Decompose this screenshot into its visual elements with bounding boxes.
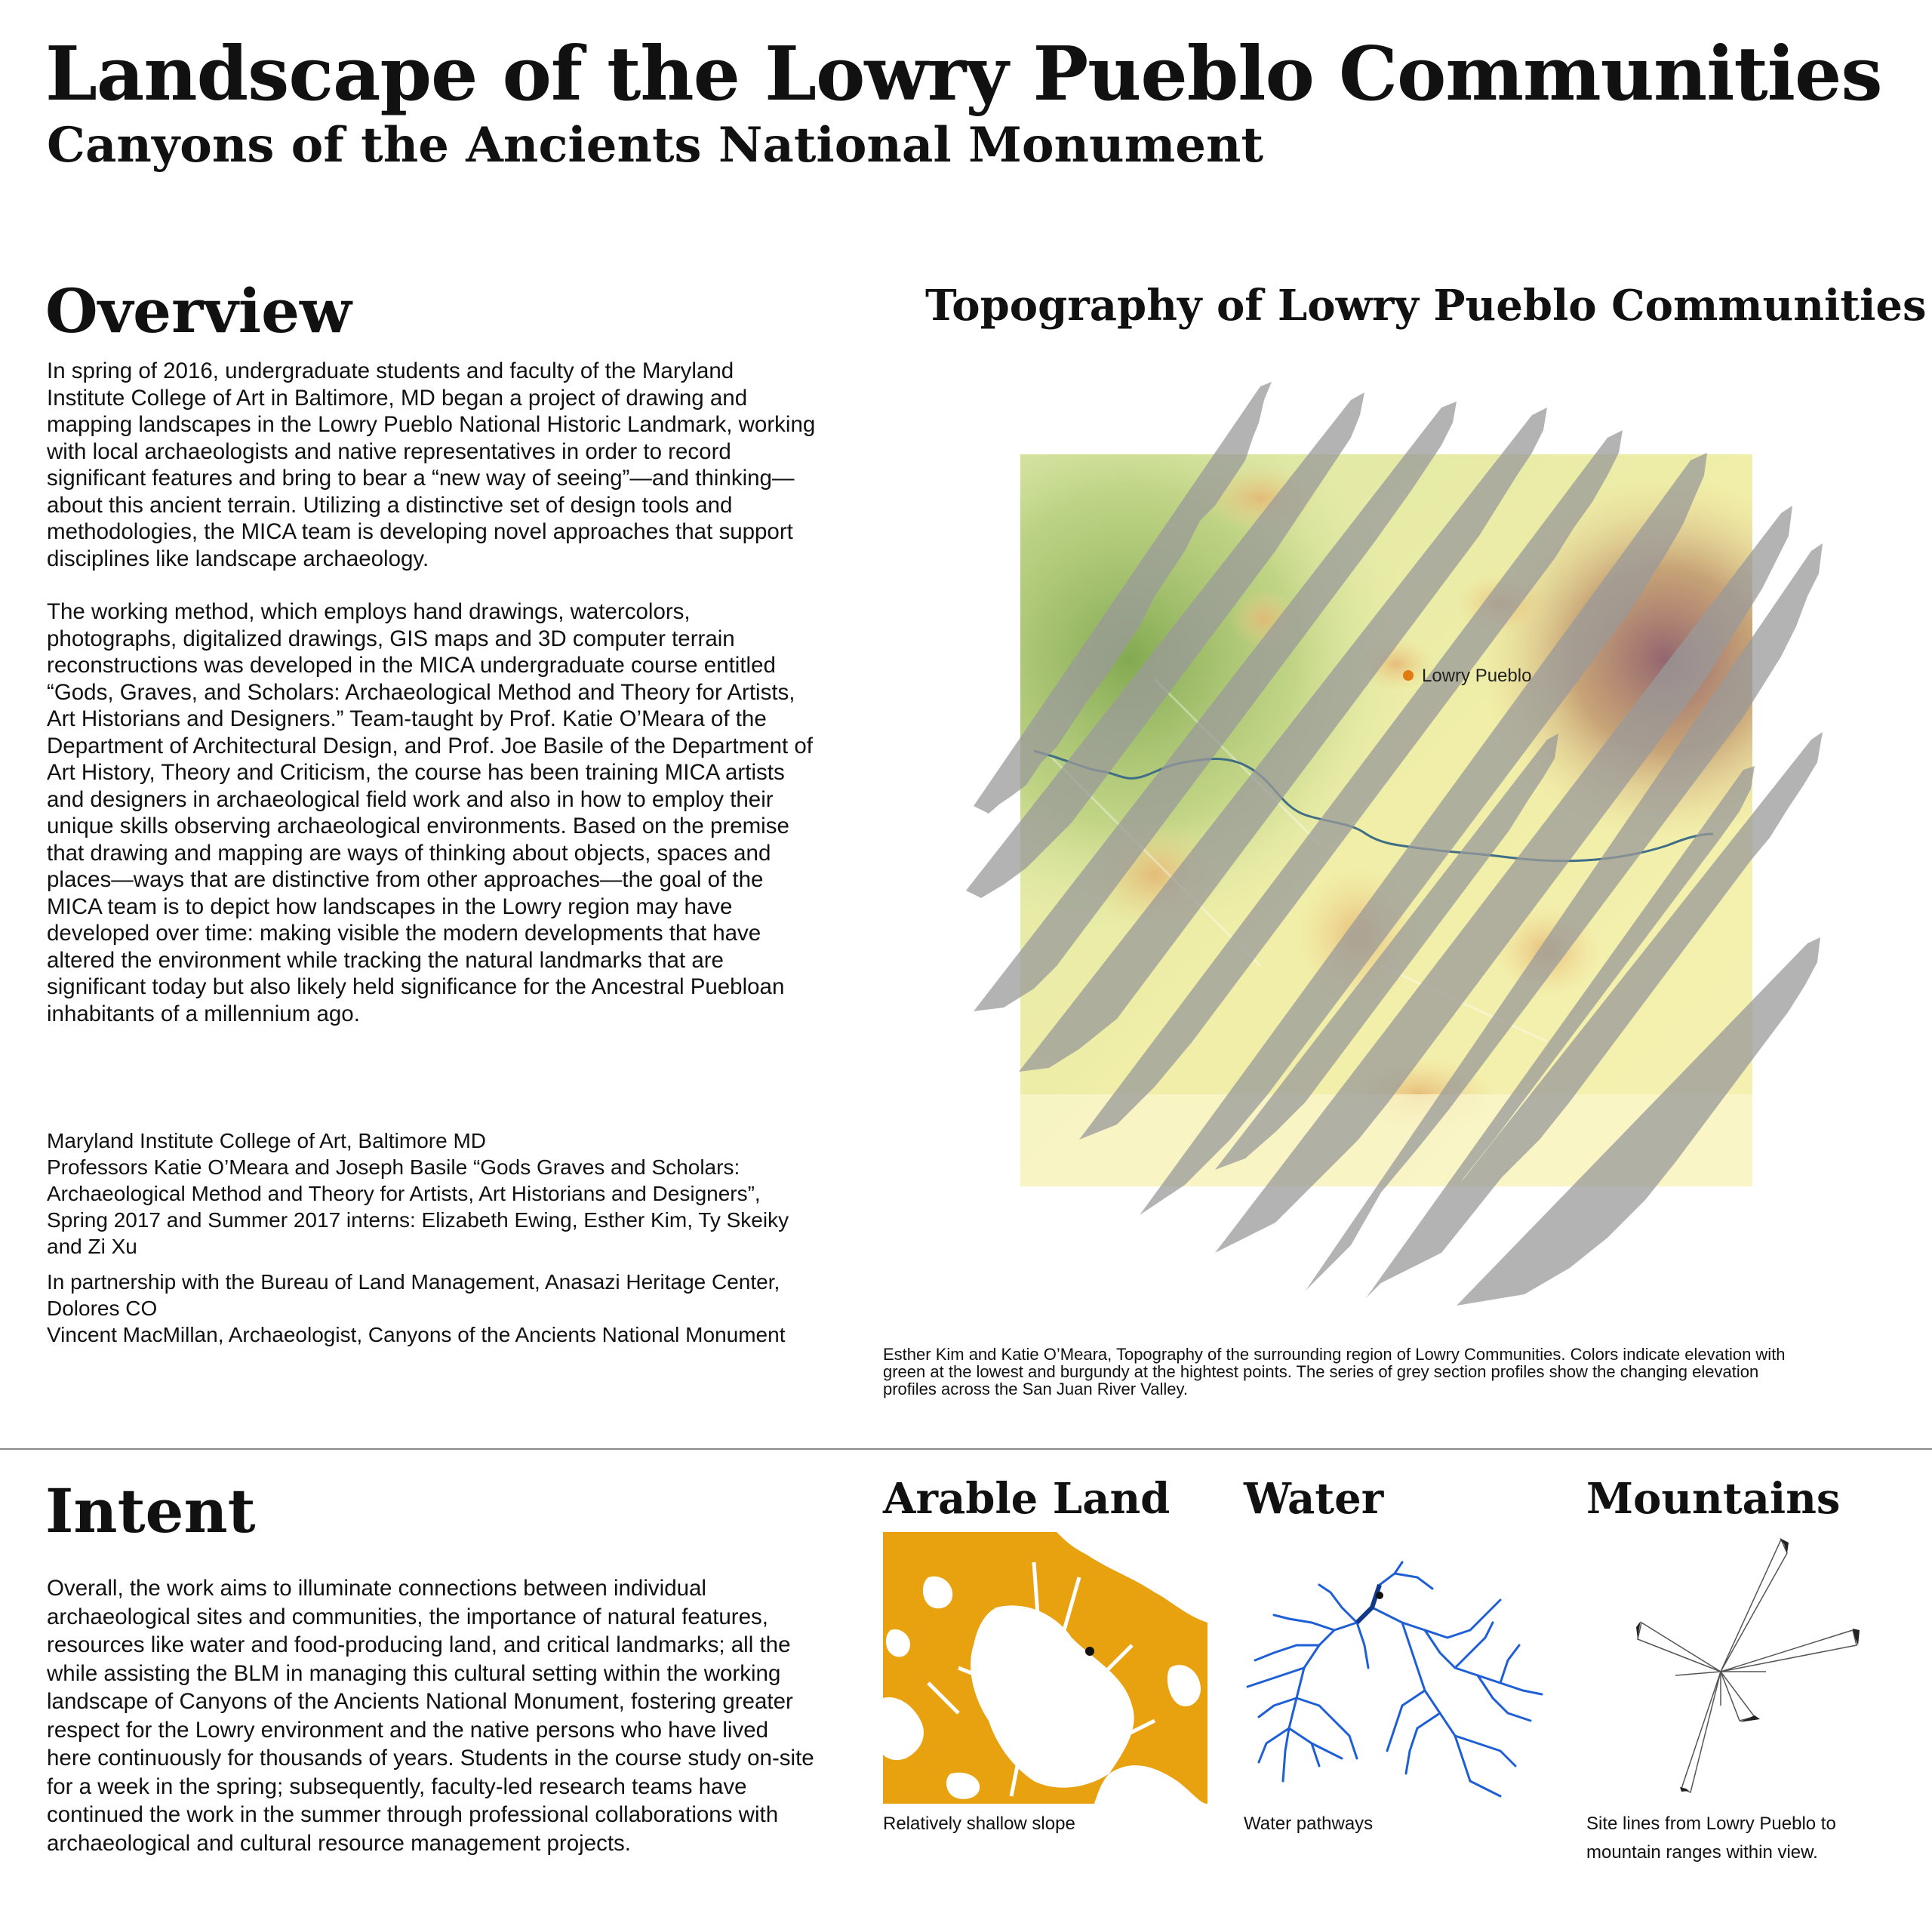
mountains-caption: Site lines from Lowry Pueblo to mountain ranges within view. [1586,1814,1836,1863]
lowry-pueblo-label: Lowry Pueblo [1422,666,1532,686]
water-heading: Water [1244,1474,1384,1524]
credit-archaeologist: Vincent MacMillan, Archaeologist, Canyons of the Ancients National Monument [47,1323,786,1346]
overview-paragraph-1: In spring of 2016, undergraduate students and faculty of the Maryland Institute College of Art in Baltimore, MD began a project of drawing and mapping landscapes in the Lowry Pueblo National Historic Landmark, working with local archaeologists and native representatives in order to record significant features and bring to bear a “new way of seeing”—and thinking—about this ancient terrain. Utilizing a distinctive set of design tools and methodologies, the MICA team is developing novel approaches that support disciplines like landscape archaeology. [47,358,816,571]
mountain-sightlines-diagram [1585,1532,1902,1804]
credit-professors: Professors Katie O’Meara and Joseph Basile “Gods Graves and Scholars: Archaeological Method and Theory for Artists, Art Historians and Designers”, Spring 2017 and Summer 2017 interns: Elizabeth Ewing, Esther Kim, Ty Skeiky and Zi Xu [47,1155,789,1258]
overview-text [47,358,817,1057]
topography-map [928,377,1872,1313]
mountains-heading: Mountains [1586,1474,1841,1524]
water-pathways-map [1244,1555,1546,1804]
credit-partnership: In partnership with the Bureau of Land Management, Anasazi Heritage Center, Dolores CO [47,1270,780,1320]
water-network [1247,1562,1542,1796]
arable-land-map [883,1532,1208,1804]
arable-site-marker [1085,1647,1094,1656]
topography-caption: Esther Kim and Katie O’Meara, Topography of the surrounding region of Lowry Communities. Colors indicate elevation with green at the lowest and burgundy at the hightest points. The series of grey section profiles show the changing elevation profiles across the San Juan River Valley. [883,1345,1786,1398]
arable-caption: Relatively shallow slope [883,1814,1075,1834]
overview-paragraph-2: The working method, which employs hand drawings, watercolors, photographs, digitalized drawings, GIS maps and 3D computer terrain reconstructions was developed in the MICA undergraduate course entitled “Gods, Graves, and Scholars: Archaeological Method and Theory for Artists, Art Historians and Designers.” Team-taught by Prof. Katie O’Meara of the Department of Architectural Design, and Prof. Joe Basile of the Department of Art History, Theory and Criticism, the course has been training MICA artists and designers in archaeological field work and also in how to employ their unique skills observing archaeological environments. Based on the premise that drawing and mapping are ways of thinking about objects, spaces and places—ways that are distinctive from other approaches—the goal of the MICA team is to depict how landscapes in the Lowry region may have developed over time: making visible the modern developments that have altered the environment while tracking the natural landmarks that are significant today but also likely held significance for the Ancestral Puebloan inhabitants of a millennium ago. [47,599,813,1026]
page-subtitle: Canyons of the Ancients National Monument [47,117,1264,174]
lowry-pueblo-marker [1403,670,1414,681]
sightlines [1638,1540,1857,1792]
topography-heading: Topography of Lowry Pueblo Communities [925,281,1927,331]
section-divider [0,1448,1932,1450]
intent-heading: Intent [45,1475,256,1546]
page-title: Landscape of the Lowry Pueblo Communities [45,31,1882,118]
overview-credits [47,1128,794,1348]
arable-heading: Arable Land [883,1474,1171,1524]
mountain-range-marks [1636,1538,1860,1792]
overview-heading: Overview [45,275,352,346]
intent-paragraph: Overall, the work aims to illuminate connections between individual archaeological sites and communities, the importance of natural features, resources like water and food-producing land, and critical landmarks; all the while assisting the BLM in managing this cultural setting within the working landscape of Canyons of the Ancients National Monument, fostering greater respect for the Lowry environment and the native persons who have lived here continuously for thousands of years. Students in the course study on-site for a week in the spring; subsequently, faculty-led research teams have continued the work in the summer through professional collaborations with archaeological and cultural resource management projects. [47,1576,814,1856]
water-caption: Water pathways [1244,1814,1374,1834]
water-site-marker [1376,1592,1383,1599]
credit-institution: Maryland Institute College of Art, Baltimore MD [47,1129,487,1152]
